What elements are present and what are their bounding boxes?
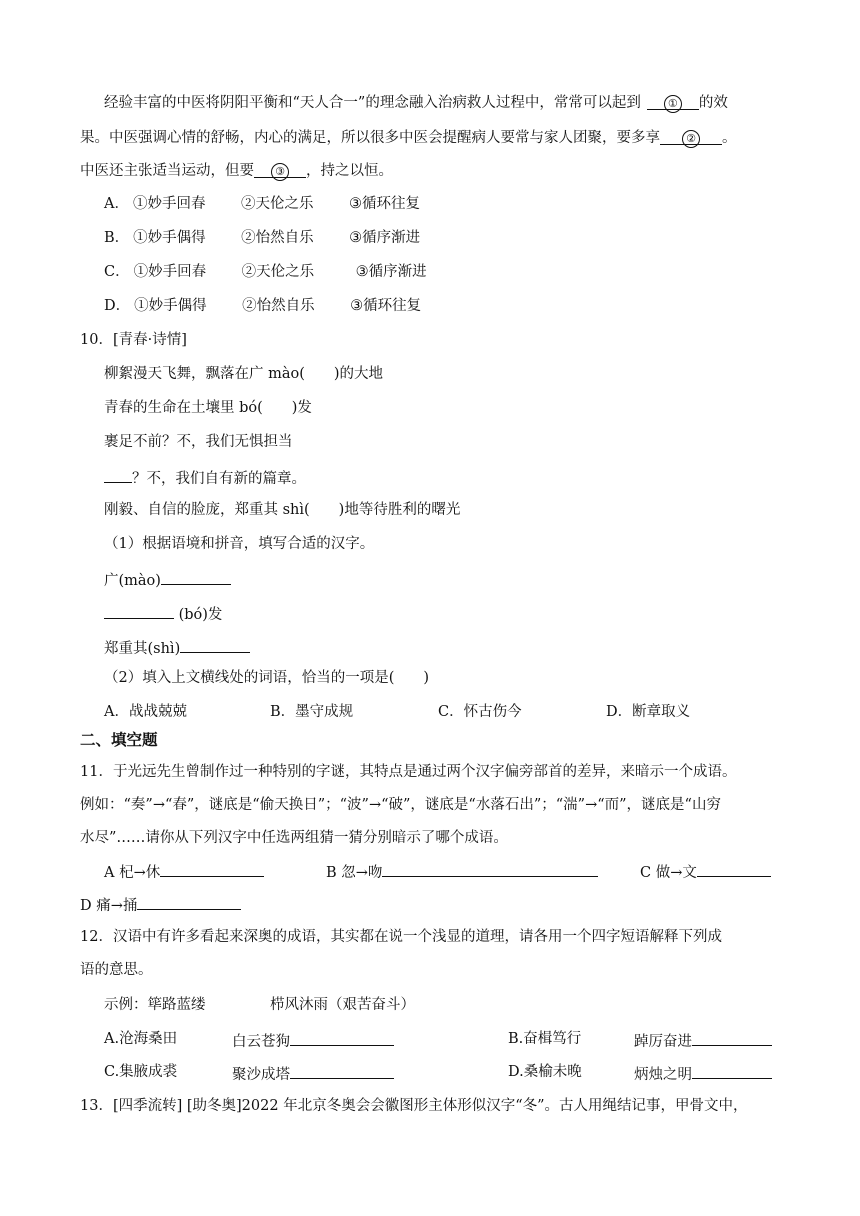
q12-item-a-idiom: A.沧海桑田 [104, 1031, 178, 1047]
q12-item-c-idiom: C.集腋成裘 [104, 1064, 178, 1080]
q12-example-left: 示例：筚路蓝缕 [104, 997, 206, 1013]
q9-option-a[interactable]: A． ①妙手回春 ②天伦之乐 ③循环往复 [104, 196, 420, 212]
q12-item-d-answer: 炳烛之明 [634, 1062, 772, 1085]
q10-choice-c[interactable]: C．怀古伤今 [438, 704, 522, 720]
q11-blank-d[interactable] [137, 893, 241, 910]
q11-blank-c[interactable] [697, 860, 771, 877]
answer-blank-mao[interactable] [161, 568, 231, 585]
q12-item-a-answer: 白云苍狗 [232, 1029, 394, 1052]
poem-line-5: 刚毅、自信的脸庞，郑重其 shì( )地等待胜利的曙光 [104, 502, 461, 518]
poem-line-1: 柳絮漫天飞舞，飘落在广 mào( )的大地 [104, 366, 384, 382]
q12-line-2: 语的意思。 [80, 962, 153, 978]
q9-option-d[interactable]: D． ①妙手偶得 ②怡然自乐 ③循环往复 [104, 298, 422, 314]
blank-2: ② [660, 128, 722, 145]
q12-example-right: 栉风沐雨（艰苦奋斗） [270, 997, 415, 1013]
q11-blank-a[interactable] [160, 860, 264, 877]
q11-line-3: 水尽”……请你从下列汉字中任选两组猜一猜分别暗示了哪个成语。 [80, 830, 508, 846]
fill-line-bo: (bó)发 [104, 602, 222, 625]
q9-paragraph-line-2: 果。中医强调心情的舒畅，内心的满足，所以很多中医会提醒病人要常与家人团聚，要多享 ② 。 [80, 130, 737, 146]
q11-item-a: A 杞→休 [104, 860, 264, 883]
q12-item-b-idiom: B.奋楫笃行 [508, 1031, 582, 1047]
q10-choice-a[interactable]: A．战战兢兢 [104, 704, 187, 720]
q12-item-c-answer: 聚沙成塔 [232, 1062, 394, 1085]
q12-blank-b[interactable] [692, 1029, 772, 1046]
poem-line-3: 裹足不前？不，我们无惧担当 [104, 434, 293, 450]
q10-sub-question-2: （2）填入上文横线处的词语，恰当的一项是( ) [104, 670, 430, 686]
blank-1: ① [647, 93, 699, 110]
q10-title: 10．[青春·诗情] [80, 332, 187, 348]
q11-item-b: B 忽→吻 [326, 860, 598, 883]
q10-choice-b[interactable]: B．墨守成规 [270, 704, 354, 720]
q10-sub-question-1: （1）根据语境和拼音，填写合适的汉字。 [104, 536, 375, 552]
poem-blank[interactable] [104, 466, 132, 483]
q10-choice-d[interactable]: D．断章取义 [606, 704, 691, 720]
q9-option-b[interactable]: B． ①妙手偶得 ②怡然自乐 ③循序渐进 [104, 230, 421, 246]
q11-item-d: D 痛→捅 [80, 893, 241, 916]
q9-paragraph-line-1: 经验丰富的中医将阴阳平衡和“天人合一”的理念融入治病救人过程中，常常可以起到 ① 的效 [104, 95, 728, 111]
q11-item-c: C 做→文 [640, 860, 771, 883]
answer-blank-shi[interactable] [180, 636, 250, 653]
fill-line-mao: 广(mào) [104, 568, 231, 591]
blank-3: ③ [254, 161, 306, 178]
q12-item-b-answer: 踔厉奋进 [634, 1029, 772, 1052]
fill-line-shi: 郑重其(shì) [104, 636, 250, 659]
q11-line-1: 11．于光远先生曾制作过一种特别的字谜，其特点是通过两个汉字偏旁部首的差异，来暗示一个成语。 [80, 764, 737, 780]
q9-option-c[interactable]: C． ①妙手回春 ②天伦之乐 ③循序渐进 [104, 264, 427, 280]
q12-item-d-idiom: D.桑榆未晚 [508, 1064, 582, 1080]
poem-line-4: ？不，我们自有新的篇章。 [104, 466, 306, 489]
q12-blank-a[interactable] [290, 1029, 394, 1046]
section-heading-fill-in: 二、填空题 [80, 731, 158, 749]
q12-blank-d[interactable] [692, 1062, 772, 1079]
poem-line-2: 青春的生命在土壤里 bó( )发 [104, 400, 312, 416]
q11-line-2: 例如：“奏”→“春”，谜底是“偷天换日”；“波”→“破”，谜底是“水落石出”；“湍”→“而”，谜底是“山穷 [80, 797, 721, 813]
q13-line-1: 13．[四季流转] [助冬奥]2022 年北京冬奥会会徽图形主体形似汉字“冬”。古人用绳结记事，甲骨文中， [80, 1098, 748, 1114]
q11-blank-b[interactable] [382, 860, 598, 877]
q12-blank-c[interactable] [290, 1062, 394, 1079]
q12-line-1: 12．汉语中有许多看起来深奥的成语，其实都在说一个浅显的道理，请各用一个四字短语解释下列成 [80, 929, 722, 945]
answer-blank-bo[interactable] [104, 602, 174, 619]
q9-paragraph-line-3: 中医还主张适当运动，但要 ③ ，持之以恒。 [80, 163, 393, 179]
